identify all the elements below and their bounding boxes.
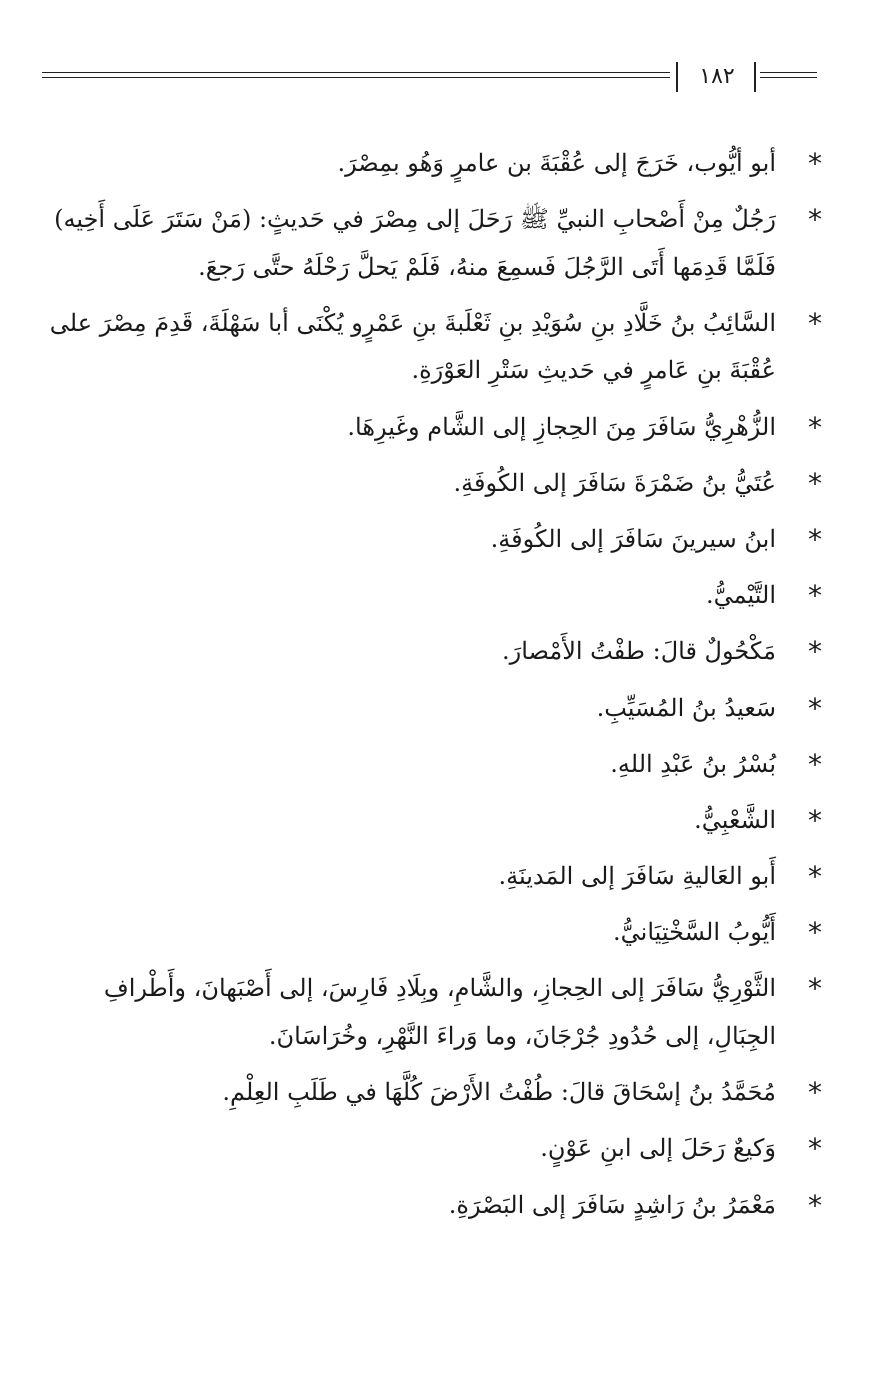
bullet-icon: * bbox=[808, 747, 822, 781]
bullet-icon: * bbox=[808, 916, 822, 950]
list-item bbox=[40, 909, 822, 957]
list-item bbox=[40, 1125, 822, 1173]
list-item bbox=[40, 516, 822, 564]
list-item-text: الزُّهْرِيُّ سَافَرَ مِنَ الحِجازِ إلى الشَّام وغَيرِهَا. bbox=[347, 412, 776, 441]
bullet-icon: * bbox=[808, 522, 822, 556]
bullet-icon: * bbox=[808, 803, 822, 837]
bullet-icon: * bbox=[808, 1132, 822, 1166]
list-item bbox=[40, 741, 822, 789]
list-item bbox=[40, 685, 822, 733]
bullet-icon: * bbox=[808, 466, 822, 500]
list-item bbox=[40, 853, 822, 901]
list-item bbox=[40, 628, 822, 676]
bullet-icon: * bbox=[808, 860, 822, 894]
bullet-icon: * bbox=[808, 147, 822, 180]
bullet-icon: * bbox=[808, 1076, 822, 1110]
list-item-text: ابنُ سيرينَ سَافَرَ إلى الكُوفَةِ. bbox=[490, 524, 776, 553]
list-item bbox=[40, 797, 822, 845]
list-item-text: أَبو العَاليةِ سَافَرَ إلى المَدينَةِ. bbox=[498, 862, 776, 891]
bullet-icon: * bbox=[808, 410, 822, 444]
narrator-list bbox=[40, 140, 822, 1238]
bullet-icon: * bbox=[808, 1188, 822, 1222]
list-item bbox=[40, 404, 822, 452]
list-item-text: مَكْحُولٌ قالَ: طفْتُ الأَمْصارَ. bbox=[502, 637, 776, 666]
list-item-text: عُتَيُّ بنُ ضَمْرَةَ سَافَرَ إلى الكُوفَةِ. bbox=[453, 468, 776, 497]
bullet-icon: * bbox=[808, 972, 822, 1006]
list-item-text: مَعْمَرُ بنُ رَاشِدٍ سَافَرَ إلى البَصْرَةِ. bbox=[448, 1190, 776, 1219]
list-item-text: مُحَمَّدُ بنُ إسْحَاقَ قالَ: طُفْتُ الأَرْضَ كُلَّهَا في طَلَبِ العِلْمِ. bbox=[222, 1078, 776, 1107]
list-item-text: بُسْرُ بنُ عَبْدِ اللهِ. bbox=[610, 749, 776, 778]
header-rule-right bbox=[760, 72, 817, 78]
header-divider bbox=[676, 62, 678, 92]
bullet-icon: * bbox=[808, 691, 822, 725]
list-item bbox=[40, 572, 822, 620]
header-rule-left bbox=[42, 72, 670, 78]
bullet-icon: * bbox=[808, 635, 822, 669]
list-item-text: رَجُلٌ مِنْ أَصْحابِ النبيِّ ﷺ رَحَلَ إلى مِصْرَ في حَديثٍ: (مَنْ سَتَرَ عَلَى أَخِيه) فَلَمَّا قَدِمَها أَتَى الرَّجُلَ فَسمِعَ منهُ، فَلَمْ يَحلَّ رَحْلَهُ حتَّى رَجعَ. bbox=[54, 205, 776, 281]
bullet-icon: * bbox=[808, 203, 822, 237]
list-item-text: السَّائِبُ بنُ خَلَّادِ بنِ سُوَيْدِ بنِ ثَعْلَبةَ بنِ عَمْرٍو يُكْنَى أبا سَهْلَةَ، قَدِمَ مِصْرَ على عُقْبَةَ بنِ عَامرٍ في حَديثِ سَتْرِ العَوْرَةِ. bbox=[49, 308, 776, 385]
list-item bbox=[40, 300, 822, 395]
page-header bbox=[42, 62, 817, 96]
list-item bbox=[40, 140, 822, 188]
list-item-text: أَيُّوبُ السَّخْتِيَانيُّ. bbox=[613, 918, 776, 947]
list-item-text: سَعيدُ بنُ المُسَيِّبِ. bbox=[596, 693, 776, 722]
list-item bbox=[40, 460, 822, 508]
list-item-text: الثَّوْرِيُّ سَافَرَ إلى الحِجازِ، والشَّامِ، وبِلَادِ فَارِسَ، إلى أَصْبَهانَ، وأَطْرافِ الجِبَالِ، إلى حُدُودِ جُرْجَانَ، وما وَراءَ النَّهْرِ، وخُرَاسَانَ. bbox=[103, 974, 776, 1050]
header-divider bbox=[754, 62, 756, 92]
list-item bbox=[40, 1182, 822, 1230]
page-number: ١٨٢ bbox=[699, 64, 735, 89]
bullet-icon: * bbox=[808, 579, 822, 613]
list-item-text: الشَّعْبِيُّ. bbox=[694, 805, 776, 834]
list-item-text: أبو أيُّوب، خَرَجَ إلى عُقْبَةَ بن عامرٍ وَهُو بمِصْرَ. bbox=[337, 149, 776, 177]
list-item-text: وَكيعٌ رَحَلَ إلى ابنِ عَوْنٍ. bbox=[540, 1134, 776, 1163]
list-item bbox=[40, 965, 822, 1060]
list-item bbox=[40, 1069, 822, 1117]
list-item-text: التَّيْميُّ. bbox=[706, 581, 776, 610]
bullet-icon: * bbox=[808, 306, 822, 340]
list-item bbox=[40, 196, 822, 291]
